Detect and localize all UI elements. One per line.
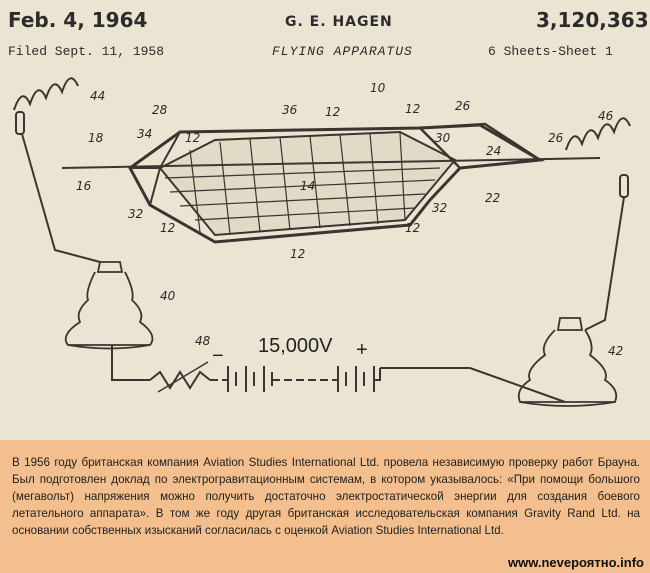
ref-14: 14 (300, 179, 316, 193)
left-electrode (66, 262, 153, 349)
ref-32a: 32 (128, 207, 144, 221)
ref-26b: 26 (548, 131, 564, 145)
resistor (150, 372, 210, 388)
plus-sign: + (356, 339, 368, 361)
ref-44: 44 (90, 89, 106, 103)
inventor-name: G. E. HAGEN (285, 14, 393, 30)
ref-22: 22 (485, 191, 501, 205)
patent-number: 3,120,363 (536, 8, 649, 32)
resistor-arrow (158, 362, 208, 392)
caption-panel (0, 440, 650, 573)
ref-12b: 12 (405, 102, 421, 116)
ref-26a: 26 (455, 99, 471, 113)
ref-12f: 12 (290, 247, 306, 261)
right-spring-coil (566, 118, 630, 150)
filed-date: Filed Sept. 11, 1958 (8, 44, 165, 59)
ref-18: 18 (88, 131, 104, 145)
ref-16: 16 (76, 179, 92, 193)
ref-40: 40 (160, 289, 176, 303)
ref-28: 28 (152, 103, 168, 117)
battery-cells (210, 366, 380, 392)
ref-10: 10 (370, 81, 386, 95)
ref-48: 48 (195, 334, 211, 348)
voltage-label: 15,000V (258, 335, 333, 357)
right-insulator (620, 175, 628, 197)
ref-46: 46 (598, 109, 614, 123)
patent-title: FLYING APPARATUS (272, 44, 413, 59)
caption-text: В 1956 году британская компания Aviation Studies International Ltd. провела независимую проверку работ Брауна. Был подготовлен доклад по электрогравитационным системам, в котором указывалось: «При помощи большого (мегавольт) напряжения можно получить достаточно электростатической энергии для создания боевого летательного аппарата». В том же году другая британская исследовательская компания Gravity Rand Ltd. на основании собственных изысканий согласилась с оценкой Aviation Studies International Ltd. (12, 456, 640, 537)
left-insulator (16, 112, 24, 134)
ref-12a: 12 (325, 105, 341, 119)
left-lead-wire (22, 134, 100, 262)
ref-30: 30 (435, 131, 451, 145)
ref-34: 34 (137, 127, 153, 141)
ref-36: 36 (282, 103, 298, 117)
ref-12c: 12 (185, 131, 201, 145)
ref-12d: 12 (160, 221, 176, 235)
watermark: www.nevероятно.info (508, 555, 644, 570)
ref-32b: 32 (432, 201, 448, 215)
sheet-count: 6 Sheets-Sheet 1 (488, 44, 613, 59)
ref-12e: 12 (405, 221, 421, 235)
ref-42: 42 (608, 344, 624, 358)
patent-date: Feb. 4, 1964 (8, 8, 148, 32)
right-lead-wire (585, 197, 624, 330)
left-spring-coil (14, 78, 78, 110)
ref-24: 24 (486, 144, 502, 158)
minus-sign: − (212, 345, 224, 367)
right-electrode (519, 318, 617, 406)
